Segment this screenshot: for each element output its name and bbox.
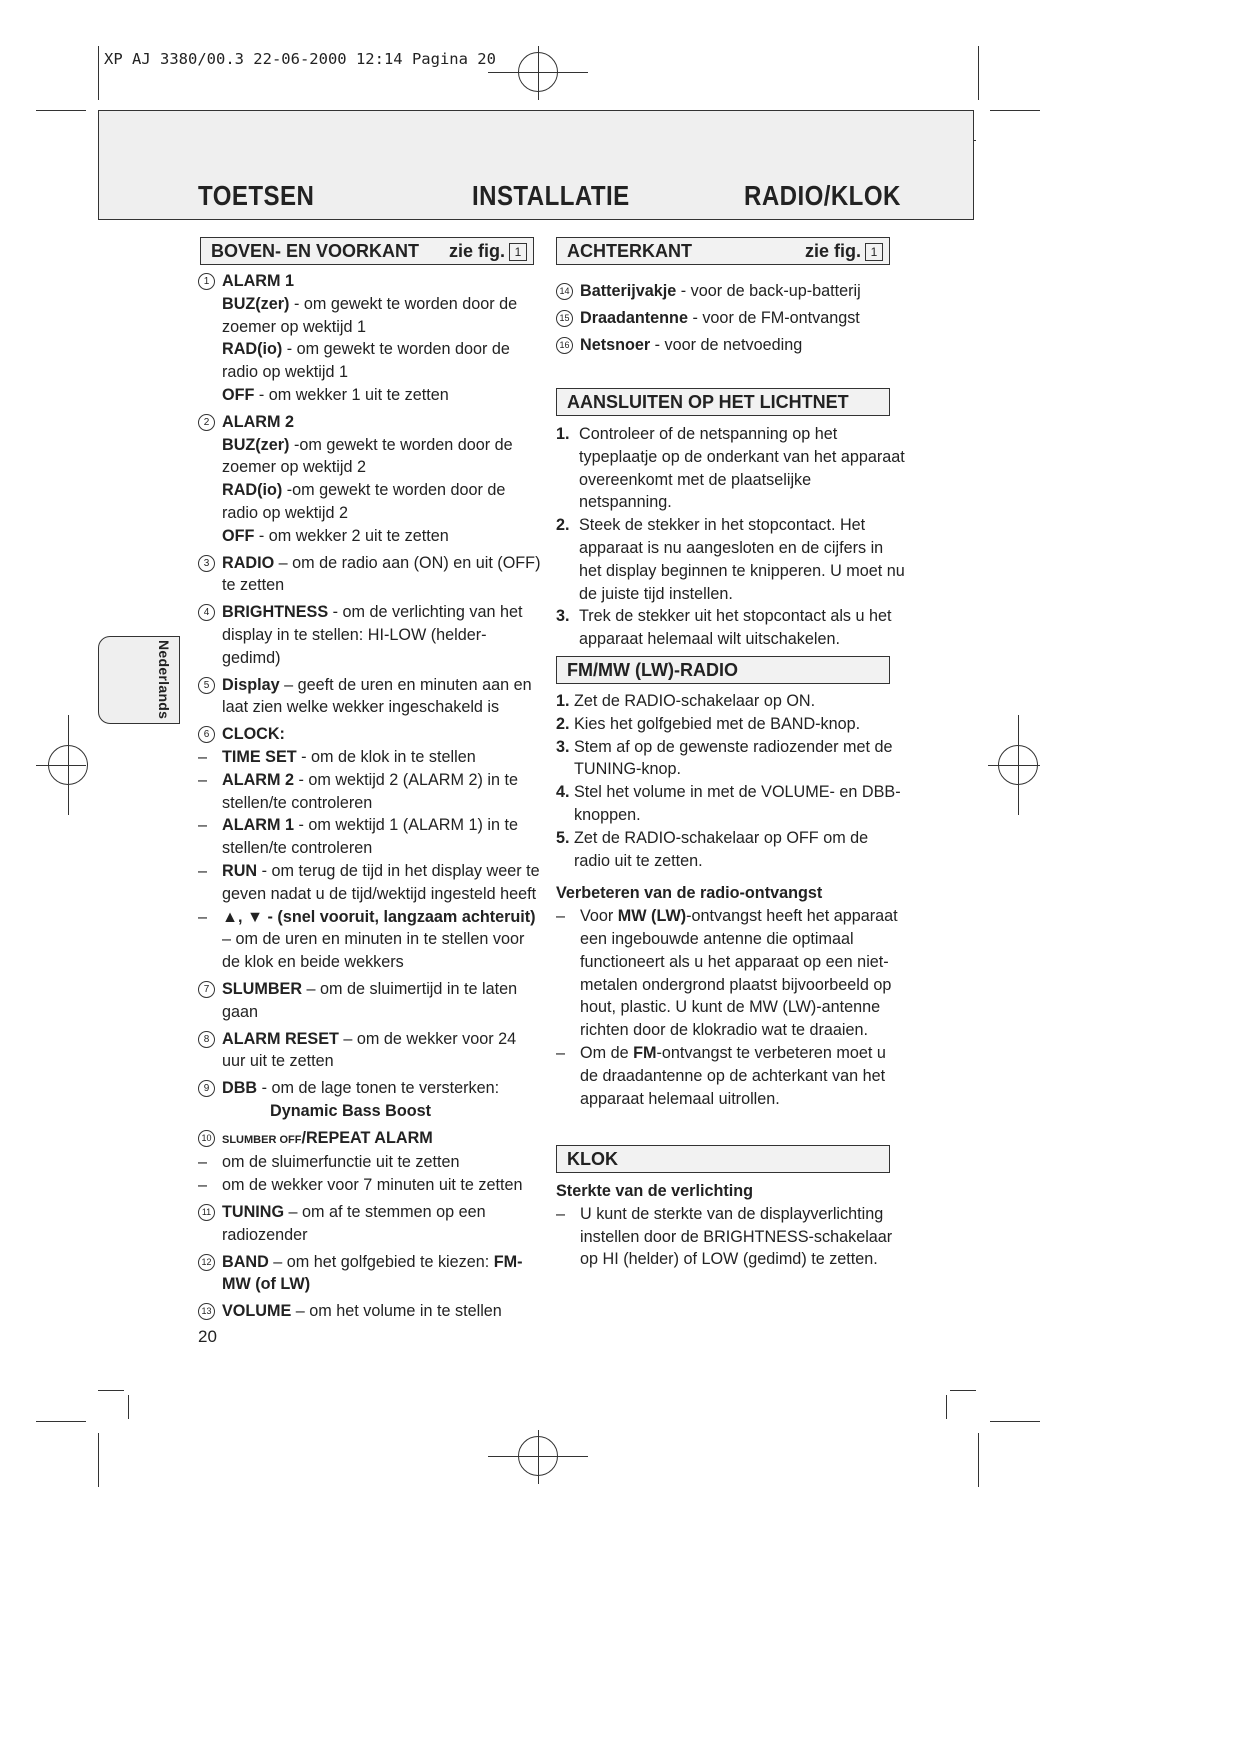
option-label: BUZ(zer) (222, 294, 290, 313)
option-label: RAD(io) (222, 340, 283, 359)
list-item (198, 270, 543, 407)
item-title: /REPEAT ALARM (301, 1128, 433, 1147)
sub-item-text: om de sluimerfunctie uit te zetten (222, 1153, 460, 1172)
crop-mark (128, 1395, 129, 1419)
aansluiten-steps (556, 423, 906, 651)
numbered-step (556, 605, 906, 651)
registration-mark (68, 715, 69, 815)
item-text: – om het golfgebied te kiezen: (268, 1252, 494, 1271)
crop-mark (98, 1390, 124, 1391)
section-header-klok (556, 1145, 890, 1173)
item-number: 14 (556, 283, 573, 300)
crop-mark (98, 1433, 99, 1487)
list-item (198, 1251, 543, 1297)
item-number: 6 (198, 726, 215, 743)
item-tail: FM-MW (of LW) (222, 1252, 523, 1294)
header-title-toetsen: TOETSEN (198, 180, 315, 211)
item-number: 11 (198, 1204, 215, 1221)
section-header-aansluiten (556, 388, 890, 416)
item-title: Netsnoer (580, 335, 651, 354)
item-title: Draadantenne (580, 308, 688, 327)
item-text: – geeft de uren en minuten aan en laat zien welke wekker ingeschakeld is (222, 675, 532, 717)
sub-item-text: - om terug de tijd in het display weer te geven nadat u de tijd/wektijd ingesteld heeft (222, 861, 540, 903)
step-number: 2. (556, 516, 570, 535)
item-number: 16 (556, 337, 573, 354)
item-title: RADIO (222, 553, 275, 572)
sub-item-text: -ontvangst heeft het apparaat een ingebouwde antenne die optimaal functioneert als u het apparaat op een niet-metalen ondergrond plaatst bijvoorbeeld op hout, plastic. U kunt de MW (LW)-antenne richten door de klokradio wat te draaien. (580, 907, 898, 1040)
option-text: -om gewekt te worden door de zoemer op wektijd 2 (222, 435, 513, 477)
list-item (556, 334, 901, 357)
crop-mark (946, 1395, 947, 1419)
numbered-step (556, 781, 906, 827)
language-tab-label: Nederlands (156, 640, 172, 720)
sub-item (198, 1151, 543, 1174)
print-slug: XP AJ 3380/00.3 22-06-2000 12:14 Pagina 20 (104, 50, 496, 68)
step-number: 3. (556, 607, 570, 626)
step-text: Zet de RADIO-schakelaar op OFF om de radio uit te zetten. (574, 828, 869, 870)
figure-number: 1 (509, 243, 527, 261)
item-number: 13 (198, 1303, 215, 1320)
sub-item-text: - om wektijd 1 (ALARM 1) in te stellen/te controleren (222, 816, 518, 858)
item-text: - om de verlichting van het display in te stellen: HI-LOW (helder-gedimd) (222, 603, 523, 667)
list-item (198, 723, 543, 746)
option-label: OFF (222, 385, 255, 404)
option-text: -om gewekt te worden door de radio op wektijd 2 (222, 481, 506, 522)
item-number: 9 (198, 1080, 215, 1097)
figure-ref: zie fig. 1 (449, 238, 527, 264)
item-number: 3 (198, 555, 215, 572)
crop-mark (98, 46, 99, 100)
sub-item-text: – om de uren en minuten in te stellen voor de klok en beide wekkers (222, 930, 525, 972)
sub-item-label: ▲, ▼ - (snel vooruit, langzaam achteruit) (222, 907, 536, 926)
numbered-step (556, 713, 906, 736)
item-number: 10 (198, 1130, 215, 1147)
header-title-installatie: INSTALLATIE (472, 180, 630, 211)
item-text: – om de radio aan (ON) en uit (OFF) te zetten (222, 553, 541, 595)
registration-mark (538, 46, 539, 100)
figure-number: 1 (865, 243, 883, 261)
item-title: Display (222, 675, 280, 694)
crop-mark (990, 1421, 1040, 1422)
list-item (556, 307, 901, 330)
step-text: Kies het golfgebied met de BAND-knop. (574, 714, 861, 733)
crop-mark (950, 1390, 976, 1391)
crop-mark (978, 1433, 979, 1487)
step-text: Stel het volume in met de VOLUME- en DBB-knoppen. (574, 783, 901, 824)
list-item (198, 1201, 543, 1247)
item-text: – om af te stemmen op een radiozender (222, 1203, 486, 1244)
step-number: 2. (556, 714, 570, 733)
page-number: 20 (198, 1327, 217, 1346)
item-number: 7 (198, 981, 215, 998)
sub-item (556, 905, 906, 1042)
item-title: TUNING (222, 1203, 285, 1222)
list-item (198, 978, 543, 1024)
item-text: - om de lage tonen te versterken: (257, 1079, 500, 1098)
list-item (198, 1300, 543, 1323)
item-title: ALARM 1 (222, 272, 294, 290)
option-text: - om wekker 2 uit te zetten (254, 526, 449, 545)
step-number: 4. (556, 783, 570, 802)
klok-section (556, 1180, 906, 1271)
item-text: – om de sluimertijd in te laten gaan (222, 979, 518, 1021)
sub-item (198, 746, 543, 769)
section-header-boven-voorkant (200, 237, 534, 265)
item-text: - voor de netvoeding (650, 335, 803, 354)
item-title: VOLUME (222, 1302, 292, 1321)
step-text: Stem af op de gewenste radiozender met de TUNING-knop. (574, 737, 893, 779)
list-item (198, 552, 543, 598)
registration-mark (1018, 715, 1019, 815)
registration-mark (538, 1430, 539, 1484)
list-item (198, 411, 543, 548)
item-title: CLOCK: (222, 725, 285, 744)
option-label: OFF (222, 526, 255, 545)
item-number: 15 (556, 310, 573, 327)
item-number: 1 (198, 273, 215, 290)
sub-item-text: - om wektijd 2 (ALARM 2) in te stellen/te controleren (222, 770, 518, 812)
list-item (198, 674, 543, 720)
step-number: 1. (556, 692, 570, 710)
section-title: AANSLUITEN OP HET LICHTNET (567, 392, 849, 412)
option-label: RAD(io) (222, 481, 283, 500)
section-title: FM/MW (LW)-RADIO (567, 660, 738, 680)
sub-item-label: FM (633, 1043, 657, 1062)
sub-item-label: TIME SET (222, 747, 297, 766)
item-title: BAND (222, 1252, 269, 1271)
section-title: KLOK (567, 1149, 618, 1169)
crop-mark (978, 46, 979, 100)
item-text: - voor de FM-ontvangst (687, 308, 860, 327)
sub-item-label: RUN (222, 861, 258, 880)
item-subtitle: Dynamic Bass Boost (270, 1101, 432, 1120)
list-item (198, 1077, 543, 1123)
item-text: – om het volume in te stellen (291, 1302, 502, 1321)
step-number: 1. (556, 425, 570, 443)
sub-item (198, 814, 543, 860)
item-title: SLUMBER (222, 979, 303, 998)
achterkant-list (556, 280, 901, 360)
option-text: - om gewekt te worden door de zoemer op wektijd 1 (222, 294, 518, 336)
item-number: 12 (198, 1254, 215, 1271)
numbered-step (556, 736, 906, 782)
section-title: BOVEN- EN VOORKANT (211, 241, 420, 261)
item-number: 4 (198, 604, 215, 621)
sub-item-label: ALARM 1 (222, 816, 294, 835)
step-number: 5. (556, 828, 570, 847)
item-text: – om de wekker voor 24 uur uit te zetten (222, 1029, 517, 1071)
radio-steps (556, 690, 906, 1110)
item-title: Batterijvakje (580, 282, 677, 300)
list-item (556, 280, 901, 303)
item-title: DBB (222, 1079, 258, 1098)
numbered-step (556, 514, 906, 605)
step-text: Controleer of de netspanning op het typeplaatje op de onderkant van het apparaat overeenkomt met de plaatselijke netspanning. (579, 425, 905, 512)
section-header-radio (556, 656, 890, 684)
crop-mark (990, 110, 1040, 111)
numbered-step (556, 423, 906, 514)
option-text: - om gewekt te worden door de radio op wektijd 1 (222, 340, 510, 382)
figure-ref: zie fig. 1 (805, 238, 883, 264)
sub-item-text: U kunt de sterkte van de displayverlichting instellen door de BRIGHTNESS-schakelaar op HI (helder) of LOW (gedimd) te zetten. (580, 1204, 893, 1269)
registration-mark (988, 765, 1040, 766)
list-item (198, 1127, 543, 1152)
step-text: Steek de stekker in het stopcontact. Het apparaat is nu aangesloten en de cijfers in het display beginnen te knipperen. U moet nu de juiste tijd instellen. (579, 516, 905, 603)
item-number: 8 (198, 1031, 215, 1048)
subsection-title: Sterkte van de verlichting (556, 1182, 754, 1200)
sub-item (198, 1174, 543, 1197)
sub-item (198, 860, 543, 906)
section-title: ACHTERKANT (567, 241, 692, 261)
step-number: 3. (556, 737, 570, 756)
item-title: ALARM 2 (222, 412, 294, 431)
item-title: ALARM RESET (222, 1029, 339, 1048)
item-title-small: SLUMBER OFF (222, 1133, 302, 1146)
sub-item (198, 906, 543, 974)
left-column (198, 270, 543, 1327)
list-item (198, 601, 543, 669)
list-item (198, 1028, 543, 1074)
item-title: BRIGHTNESS (222, 603, 329, 622)
sub-item (556, 1042, 906, 1110)
numbered-step (556, 827, 906, 873)
header-title-radio-klok: RADIO/KLOK (744, 180, 901, 211)
step-text: Trek de stekker uit het stopcontact als u het apparaat helemaal wilt uitschakelen. (579, 607, 892, 649)
sub-item-text: om de wekker voor 7 minuten uit te zetten (222, 1176, 523, 1195)
item-text: - voor de back-up-batterij (676, 282, 861, 300)
sub-item-text: -ontvangst te verbeteren moet u de draadantenne op de achterkant van het apparaat helemaal uitrollen. (580, 1043, 886, 1108)
sub-item-text: Voor (580, 907, 618, 926)
step-text: Zet de RADIO-schakelaar op ON. (574, 692, 816, 710)
item-number: 2 (198, 414, 215, 431)
subsection-title: Verbeteren van de radio-ontvangst (556, 884, 823, 903)
sub-item-label: ALARM 2 (222, 770, 294, 789)
crop-mark (36, 1421, 86, 1422)
numbered-step (556, 690, 906, 713)
option-text: - om wekker 1 uit te zetten (254, 385, 449, 404)
sub-item (556, 1203, 906, 1271)
sub-item-text: Om de (580, 1043, 634, 1062)
section-header-achterkant (556, 237, 890, 265)
sub-item-label: MW (LW) (617, 907, 687, 926)
crop-mark (36, 110, 86, 111)
sub-item-text: - om de klok in te stellen (296, 747, 476, 766)
item-number: 5 (198, 677, 215, 694)
sub-item (198, 769, 543, 815)
option-label: BUZ(zer) (222, 435, 290, 454)
registration-mark (36, 765, 86, 766)
